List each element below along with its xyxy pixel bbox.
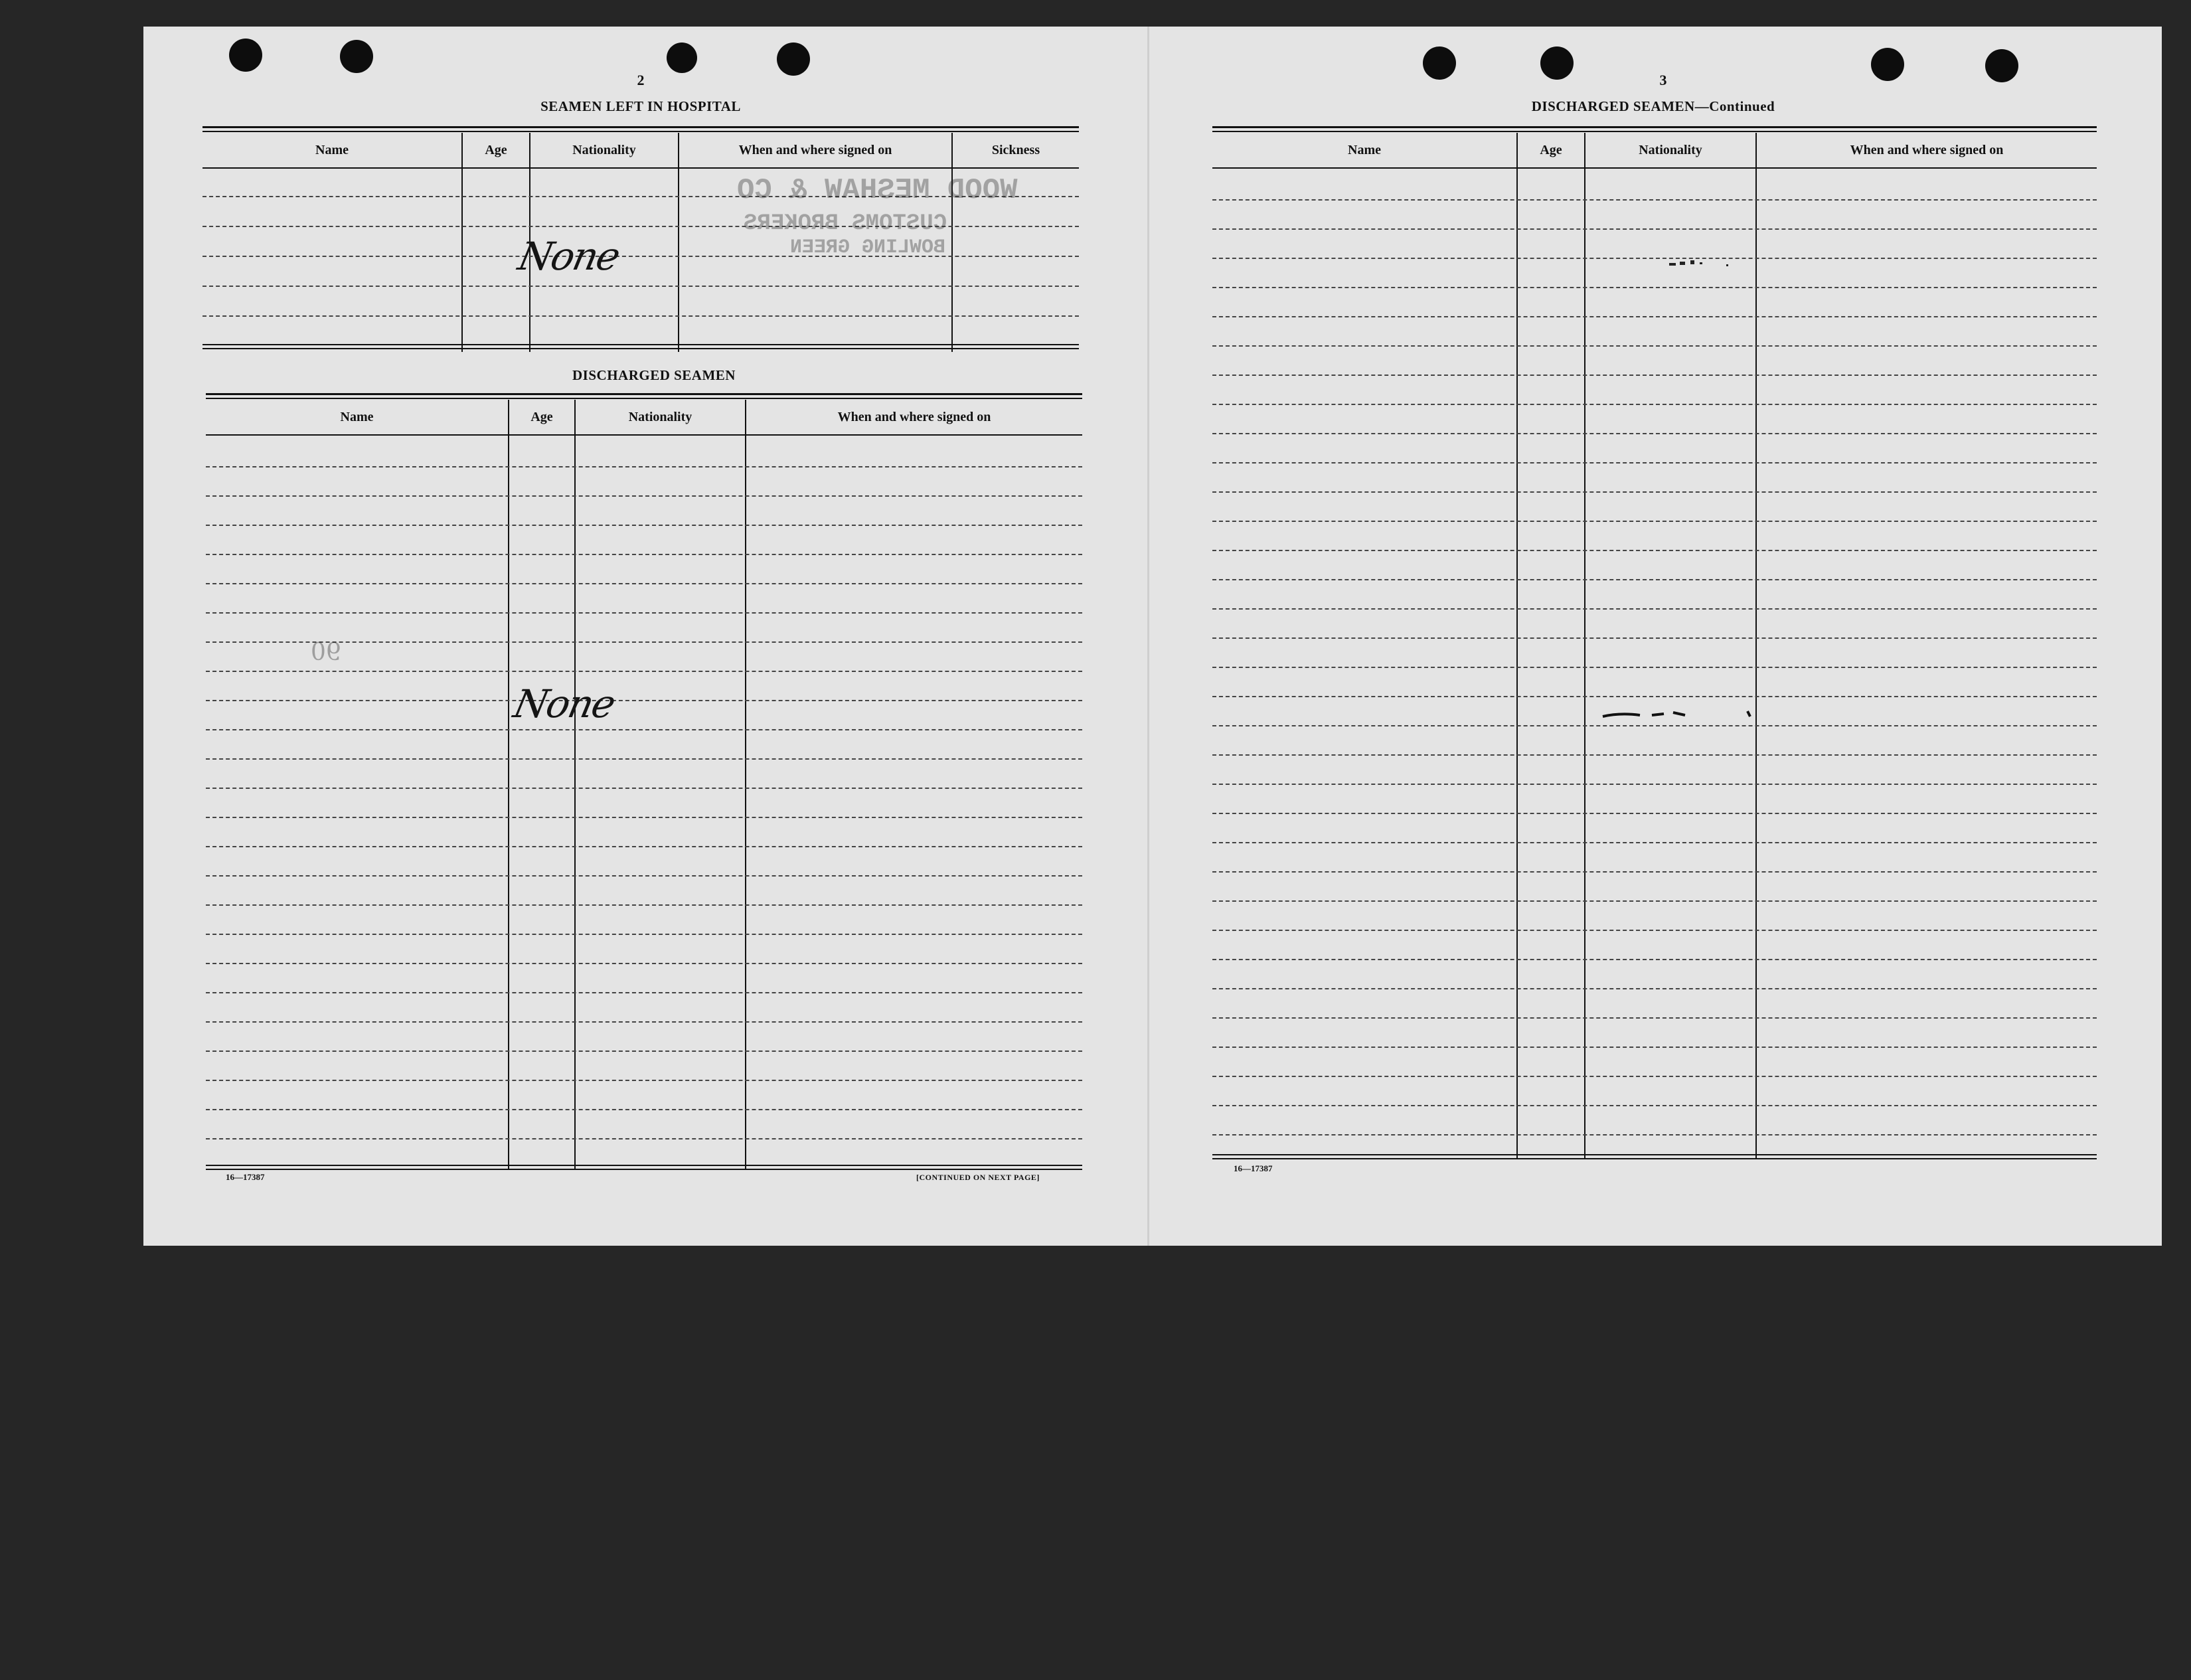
entry-line [1212,1017,2097,1019]
table-rule [203,126,1079,128]
entry-line [1212,871,2097,873]
col-header-sickness: Sickness [991,143,1040,157]
table-rule [1212,1158,2097,1159]
column-divider [574,400,576,1170]
entry-line [206,934,1082,935]
continued-note: [CONTINUED ON NEXT PAGE] [916,1173,1040,1182]
entry-line [206,583,1082,584]
entry-line [1212,1047,2097,1048]
entry-line [206,495,1082,497]
marginal-mark: 90 [311,639,341,666]
entry-line [206,963,1082,964]
entry-line [203,315,1079,317]
table-rule [206,1165,1082,1166]
table-rule [206,398,1082,399]
discharged-table-left [206,393,1082,1170]
table-rule [206,393,1082,395]
entry-line [206,700,1082,701]
entry-line [1212,784,2097,785]
handwritten-none-hospital: None [514,234,623,279]
entry-line [206,1138,1082,1139]
entry-line [1212,1076,2097,1077]
table-header [203,133,1079,169]
entry-line [206,875,1082,877]
punch-hole [340,40,373,73]
page-fold [1147,27,1149,1246]
entry-line [206,817,1082,818]
left-page-number: 2 [637,72,645,88]
entry-line [203,256,1079,257]
table-rule [1212,126,2097,128]
entry-line [1212,988,2097,989]
entry-line [206,788,1082,789]
column-divider [461,133,463,352]
entry-line [206,1021,1082,1023]
punch-hole [1423,46,1456,80]
stamp-bleed-through: CUSTOMS BROKERS [744,211,947,236]
table-header [1212,133,2097,169]
entry-line [1212,199,2097,201]
entry-line [206,671,1082,672]
discharged-continued-title: DISCHARGED SEAMEN—Continued [1531,98,1775,114]
col-header-nationality: Nationality [572,143,636,157]
table-header [206,400,1082,436]
hospital-section-title: SEAMEN LEFT IN HOSPITAL [540,98,741,114]
entry-line [206,904,1082,906]
punch-hole [1540,46,1574,80]
punch-hole [667,42,697,73]
col-header-nationality: Nationality [1639,143,1702,157]
col-header-name: Name [1348,143,1381,157]
entry-line [1212,930,2097,931]
col-header-age: Age [1540,143,1562,157]
col-header-name: Name [340,410,374,424]
form-code-right: 16—17387 [1234,1163,1273,1173]
punch-hole [777,42,810,76]
entry-line [1212,959,2097,960]
punch-hole [1871,48,1904,81]
col-header-signed-on: When and where signed on [1850,143,2004,157]
punch-hole [1985,49,2018,82]
entry-line [1212,1134,2097,1135]
handwritten-none-discharged: None [509,681,619,726]
table-rule [206,1169,1082,1170]
entry-line [206,612,1082,614]
column-divider [678,133,679,352]
entry-line [1212,228,2097,230]
ink-specks [1593,252,1766,717]
table-rule [1212,131,2097,132]
hospital-table [203,126,1079,352]
entry-line [206,846,1082,847]
entry-line [206,1109,1082,1110]
table-rule [1212,1154,2097,1155]
entry-line [1212,1105,2097,1106]
col-header-signed-on: When and where signed on [738,143,892,157]
form-code-left: 16—17387 [226,1172,265,1182]
col-header-nationality: Nationality [628,410,692,424]
entry-line [1212,813,2097,814]
punch-hole [229,39,262,72]
col-header-signed-on: When and where signed on [837,410,991,424]
column-divider [745,400,746,1170]
entry-line [203,226,1079,227]
entry-line [206,525,1082,526]
entry-line [206,992,1082,993]
discharged-section-title: DISCHARGED SEAMEN [572,367,736,383]
table-rule [203,131,1079,132]
column-divider [951,133,953,352]
entry-line [206,729,1082,730]
col-header-name: Name [315,143,349,157]
entry-line [206,1050,1082,1052]
column-divider [508,400,509,1170]
col-header-age: Age [485,143,507,157]
ink-specks [1600,701,1773,727]
right-page-number: 3 [1659,72,1667,88]
entry-line [206,466,1082,467]
col-header-age: Age [530,410,553,424]
entry-line [206,554,1082,555]
table-rule [203,344,1079,345]
entry-line [1212,900,2097,902]
table-rule [203,348,1079,349]
stamp-bleed-through: WOOD MESHAW & CO [737,174,1018,207]
entry-line [1212,754,2097,756]
entry-line [203,286,1079,287]
entry-line [206,758,1082,760]
entry-line [1212,842,2097,843]
stamp-bleed-through: BOWLING GREEN [790,236,946,259]
entry-line [206,1080,1082,1081]
